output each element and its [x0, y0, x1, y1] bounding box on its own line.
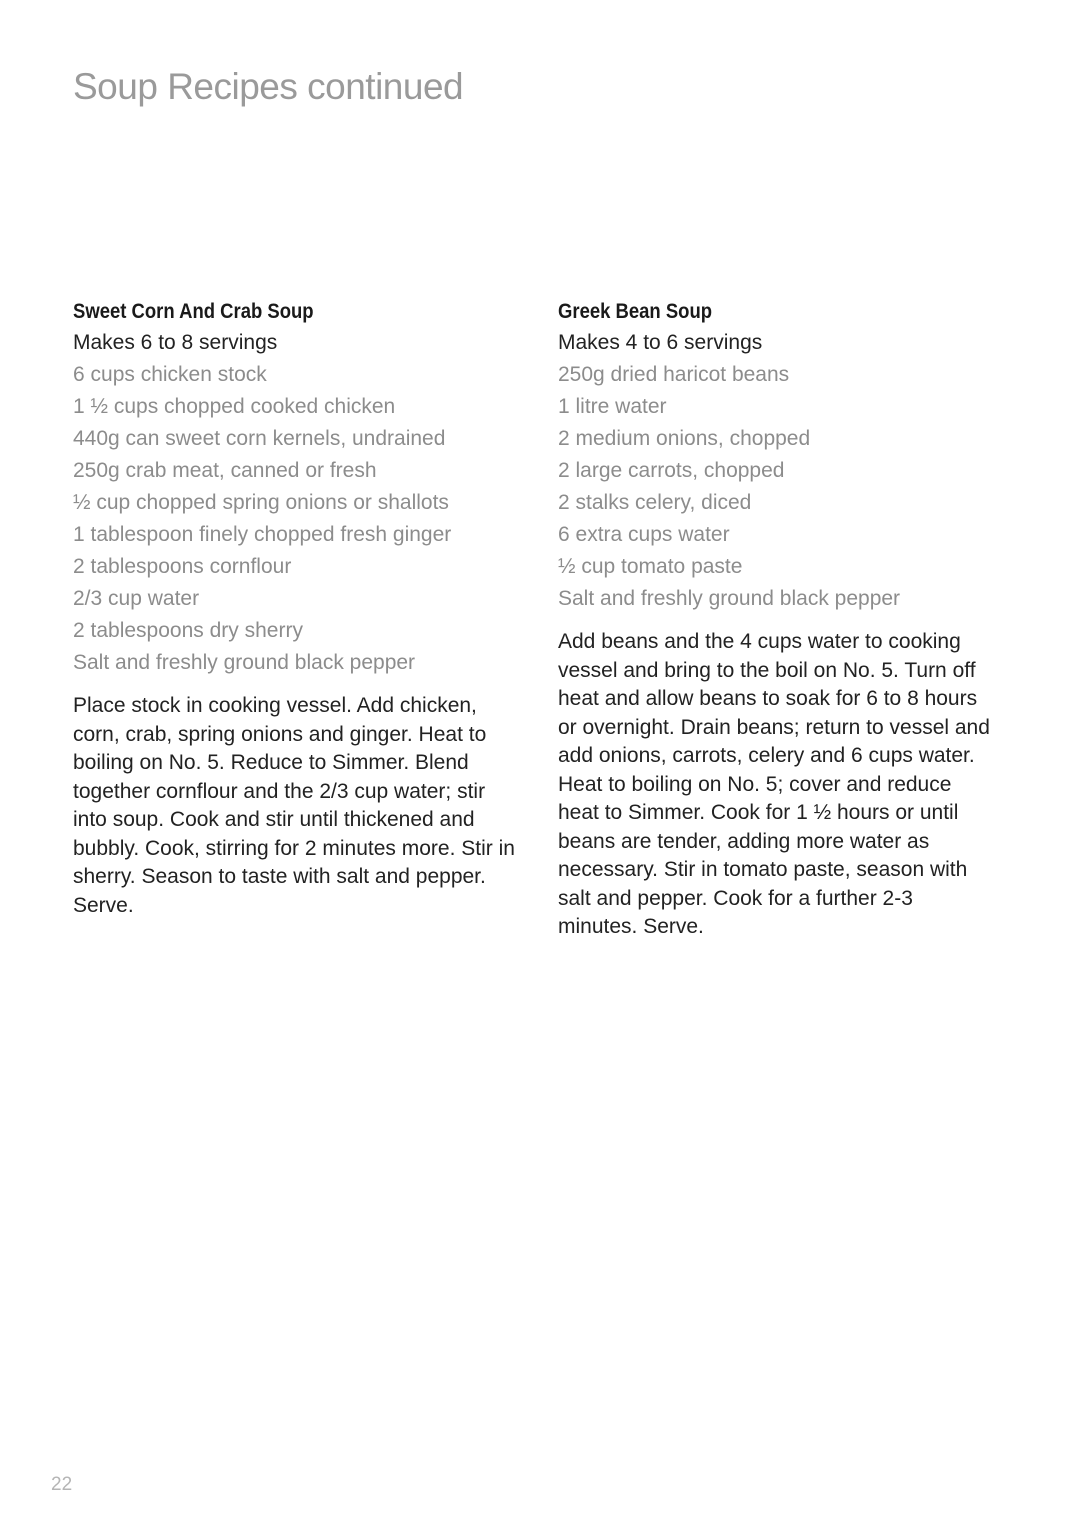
ingredient-item: ½ cup tomato paste — [558, 555, 743, 578]
ingredient-item: 2 large carrots, chopped — [558, 459, 785, 482]
recipe-greek-bean-soup — [558, 297, 998, 942]
ingredient-list — [558, 359, 998, 615]
recipe-title: Greek Bean Soup — [558, 300, 713, 323]
ingredient-item: ½ cup chopped spring onions or shallots — [73, 491, 449, 514]
ingredient-item: 2/3 cup water — [73, 587, 200, 610]
recipe-method: Place stock in cooking vessel. Add chicken, corn, crab, spring onions and ginger. Heat to boiling on No. 5. Reduce to Simmer. Blend together cornflour and the 2/3 cup water; stir into soup. Cook and stir until thickened and bubbly. Cook, stirring for 2 minutes more. Stir in sherry. Season to taste with salt and pepper. Serve. — [73, 694, 515, 917]
page-title: Soup Recipes continued — [73, 66, 464, 107]
ingredient-item: 1 tablespoon finely chopped fresh ginger — [73, 523, 452, 546]
ingredient-item: 2 tablespoons cornflour — [73, 555, 292, 578]
ingredient-item: 2 stalks celery, diced — [558, 491, 752, 514]
ingredient-item: 2 tablespoons dry sherry — [73, 619, 303, 642]
ingredient-item: 2 medium onions, chopped — [558, 427, 811, 450]
ingredient-item: 250g dried haricot beans — [558, 363, 790, 386]
ingredient-item: 250g crab meat, canned or fresh — [73, 459, 377, 482]
ingredient-item: 6 extra cups water — [558, 523, 730, 546]
ingredient-item: Salt and freshly ground black pepper — [73, 651, 416, 674]
recipe-sweet-corn-crab-soup — [73, 297, 523, 920]
recipe-servings: Makes 4 to 6 servings — [558, 331, 763, 354]
recipe-servings: Makes 6 to 8 servings — [73, 331, 278, 354]
recipe-title: Sweet Corn And Crab Soup — [73, 300, 314, 323]
ingredient-item: Salt and freshly ground black pepper — [558, 587, 901, 610]
ingredient-item: 440g can sweet corn kernels, undrained — [73, 427, 446, 450]
page-number: 22 — [51, 1474, 73, 1495]
recipe-method: Add beans and the 4 cups water to cooking vessel and bring to the boil on No. 5. Turn off heat and allow beans to soak for 6 to 8 hours or overnight. Drain beans; return to vessel and add onions, carrots, celery and 6 cups water. Heat to boiling on No. 5; cover and reduce heat to Simmer. Cook for 1 ½ hours or until beans are tender, adding more water as necessary. Stir in tomato paste, season with salt and pepper. Cook for a further 2-3 minutes. Serve. — [558, 630, 990, 938]
ingredient-list — [73, 359, 523, 679]
ingredient-item: 1 litre water — [558, 395, 667, 418]
ingredient-item: 6 cups chicken stock — [73, 363, 267, 386]
ingredient-item: 1 ½ cups chopped cooked chicken — [73, 395, 396, 418]
